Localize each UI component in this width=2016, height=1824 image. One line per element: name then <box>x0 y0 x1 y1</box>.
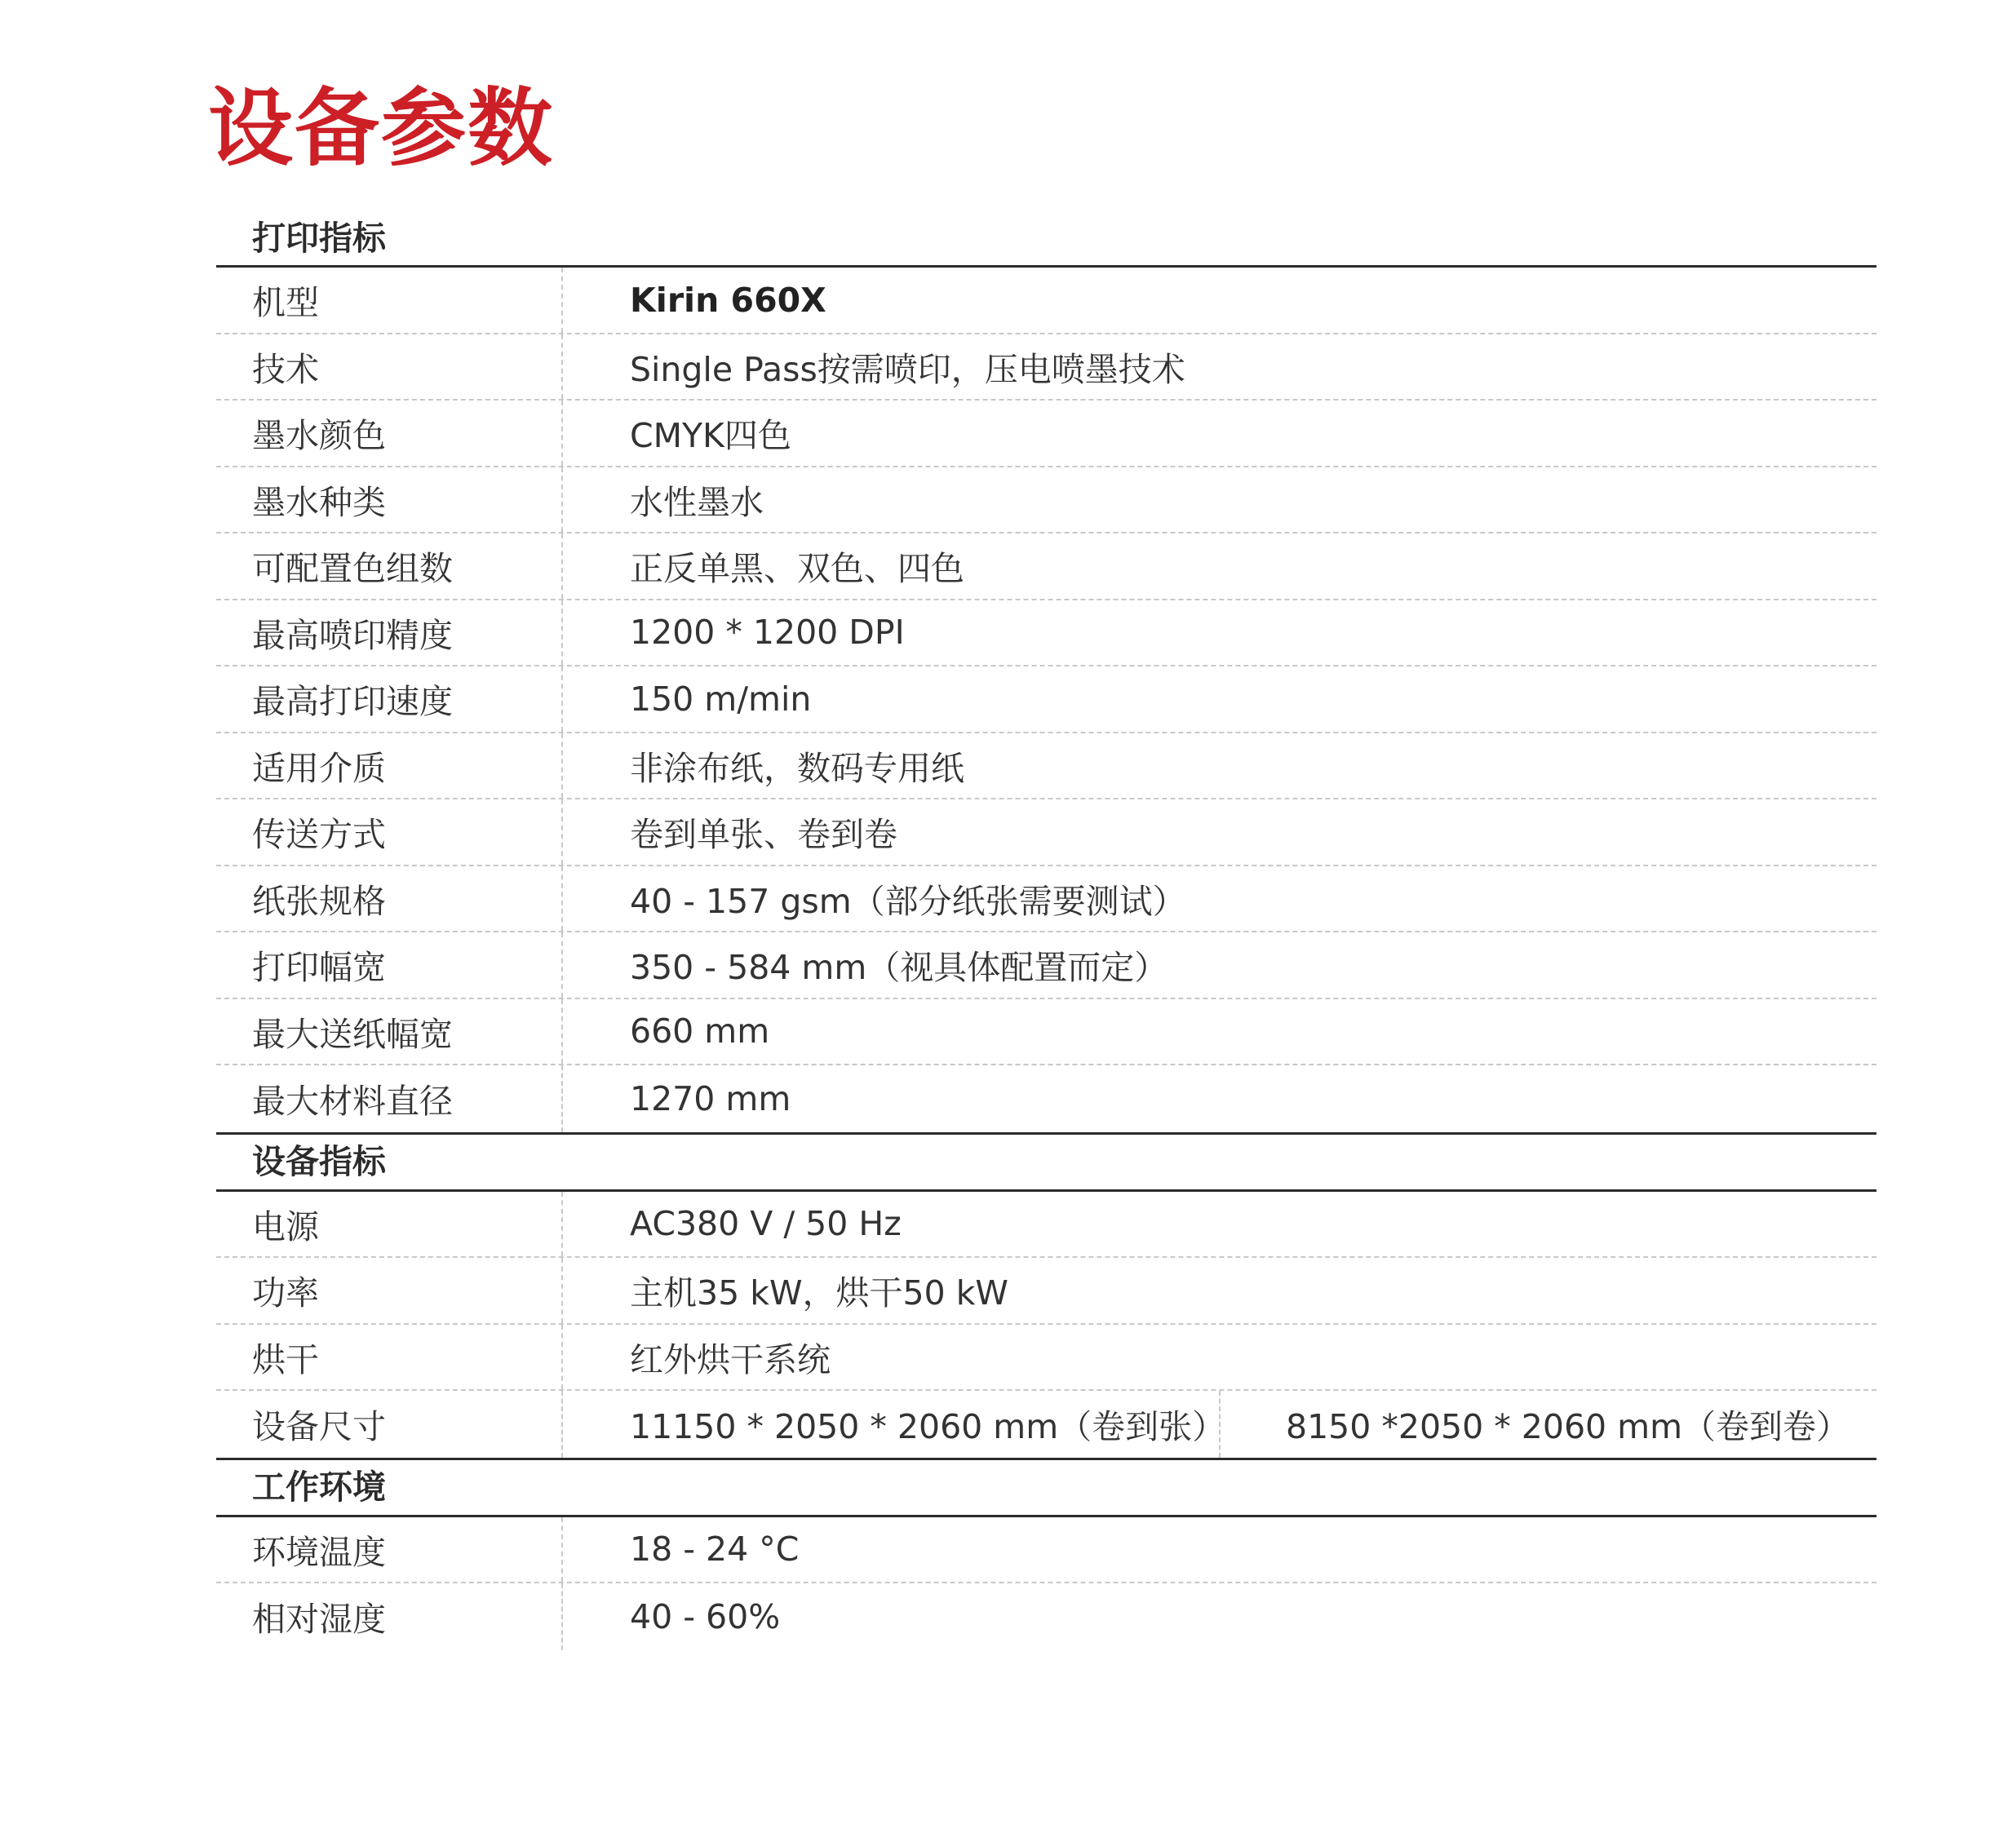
spec-value: 主机35 kW，烘干50 kW <box>630 1273 1008 1313</box>
spec-value: AC380 V / 50 Hz <box>630 1204 902 1244</box>
spec-value: CMYK四色 <box>630 416 791 456</box>
spec-value: 1270 mm <box>630 1078 791 1118</box>
spec-row <box>216 334 1876 401</box>
spec-row <box>216 600 1876 667</box>
spec-label: 可配置色组数 <box>216 533 563 599</box>
spec-row <box>216 1258 1876 1325</box>
spec-value-roll-to-roll: 8150 *2050 * 2060 mm（卷到卷） <box>1286 1407 1850 1447</box>
spec-row <box>216 1391 1876 1458</box>
spec-value: 1200 * 1200 DPI <box>630 613 905 653</box>
section-title: 打印指标 <box>252 218 386 258</box>
spec-value: 水性墨水 <box>630 482 764 522</box>
spec-row <box>216 268 1876 334</box>
spec-value: 正反单黑、双色、四色 <box>630 549 964 589</box>
spec-row <box>216 866 1876 933</box>
spec-label: 最大材料直径 <box>216 1065 563 1132</box>
spec-value: 40 - 60% <box>630 1596 781 1636</box>
spec-value: 350 - 584 mm（视具体配置而定） <box>630 948 1168 988</box>
section-title: 设备指标 <box>252 1142 386 1182</box>
spec-label: 电源 <box>216 1192 563 1257</box>
spec-value: Single Pass按需喷印，压电喷墨技术 <box>630 349 1185 389</box>
spec-label: 烘干 <box>216 1325 563 1390</box>
spec-label: 传送方式 <box>216 799 563 865</box>
spec-value: 红外烘干系统 <box>630 1339 831 1379</box>
spec-value: 18 - 24 °C <box>630 1530 800 1569</box>
spec-table <box>216 208 1876 1650</box>
spec-row <box>216 733 1876 800</box>
spec-label: 最大送纸幅宽 <box>216 999 563 1065</box>
page-title: 设备参数 <box>208 78 555 178</box>
section-header-print <box>216 208 1876 268</box>
section-header-device <box>216 1132 1876 1192</box>
spec-value: 150 m/min <box>630 679 812 719</box>
spec-row <box>216 999 1876 1066</box>
spec-row <box>216 1517 1876 1584</box>
spec-row <box>216 666 1876 733</box>
spec-label: 适用介质 <box>216 733 563 799</box>
spec-row <box>216 467 1876 534</box>
spec-row <box>216 1583 1876 1650</box>
spec-row <box>216 1325 1876 1392</box>
spec-row <box>216 799 1876 866</box>
spec-label: 打印幅宽 <box>216 932 563 998</box>
spec-value: 40 - 157 gsm（部分纸张需要测试） <box>630 881 1186 921</box>
spec-value: Kirin 660X <box>630 280 826 320</box>
spec-row <box>216 533 1876 600</box>
section-header-environment <box>216 1458 1876 1517</box>
spec-row <box>216 932 1876 999</box>
section-title: 工作环境 <box>252 1468 386 1507</box>
spec-value: 非涂布纸，数码专用纸 <box>630 748 964 788</box>
spec-row <box>216 1065 1876 1132</box>
spec-row <box>216 401 1876 467</box>
spec-label: 墨水种类 <box>216 467 563 533</box>
spec-label: 功率 <box>216 1258 563 1323</box>
spec-value: 660 mm <box>630 1012 770 1051</box>
spec-label: 最高打印速度 <box>216 666 563 732</box>
spec-label: 技术 <box>216 334 563 400</box>
spec-label: 机型 <box>216 268 563 333</box>
spec-value-roll-to-sheet: 11150 * 2050 * 2060 mm（卷到张） <box>563 1391 1221 1458</box>
spec-label: 环境温度 <box>216 1517 563 1583</box>
spec-value: 卷到单张、卷到卷 <box>630 815 897 855</box>
spec-label: 纸张规格 <box>216 866 563 932</box>
spec-label: 最高喷印精度 <box>216 600 563 666</box>
spec-label: 设备尺寸 <box>216 1391 563 1458</box>
spec-label: 相对湿度 <box>216 1583 563 1650</box>
spec-label: 墨水颜色 <box>216 401 563 466</box>
spec-row <box>216 1192 1876 1259</box>
